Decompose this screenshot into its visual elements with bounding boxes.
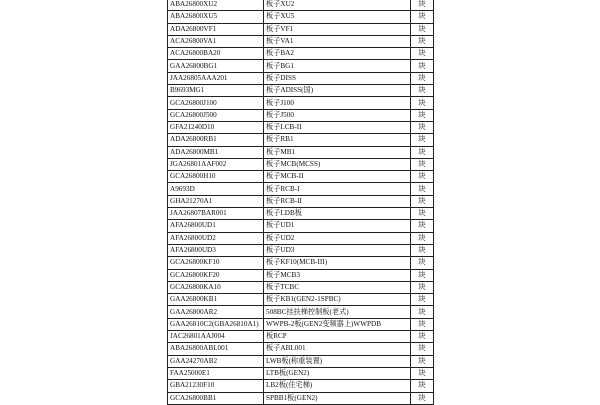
unit-cell: 块: [411, 146, 434, 158]
part-name-cell: 板子RB1: [264, 134, 411, 146]
unit-cell: 块: [411, 109, 434, 121]
part-code-cell: GCA26800J100: [168, 97, 264, 109]
part-code-cell: ABA26800XU2: [168, 0, 264, 11]
part-code-cell: ADA26800RB1: [168, 134, 264, 146]
unit-cell: 块: [411, 244, 434, 256]
unit-cell: 块: [411, 318, 434, 330]
part-code-cell: GBA21230F10: [168, 380, 264, 392]
unit-cell: 块: [411, 331, 434, 343]
unit-cell: 块: [411, 121, 434, 133]
unit-cell: 块: [411, 281, 434, 293]
part-name-cell: 板子BG1: [264, 60, 411, 72]
part-name-cell: WWPB-2板(GEN2变频器上)WWPDB: [264, 318, 411, 330]
part-name-cell: 板子VA1: [264, 35, 411, 47]
part-code-cell: GAA26810C2(GBA26810A1): [168, 318, 264, 330]
table-row: [168, 121, 434, 133]
part-name-cell: 板子XU5: [264, 11, 411, 23]
unit-cell: 块: [411, 60, 434, 72]
table-row: [168, 134, 434, 146]
unit-cell: 块: [411, 97, 434, 109]
part-name-cell: 板子J100: [264, 97, 411, 109]
parts-table-body: [168, 0, 434, 404]
part-name-cell: LTB板(GEN2): [264, 367, 411, 379]
unit-cell: 块: [411, 220, 434, 232]
unit-cell: 块: [411, 367, 434, 379]
part-code-cell: ACA26800VA1: [168, 35, 264, 47]
part-name-cell: 板子BA2: [264, 48, 411, 60]
table-row: [168, 97, 434, 109]
part-code-cell: GAA26800BG1: [168, 60, 264, 72]
part-code-cell: GCA26800BB1: [168, 392, 264, 404]
table-row: [168, 208, 434, 220]
unit-cell: 块: [411, 134, 434, 146]
unit-cell: 块: [411, 72, 434, 84]
table-row: [168, 60, 434, 72]
table-row: [168, 392, 434, 404]
part-name-cell: 板子XU2: [264, 0, 411, 11]
table-row: [168, 294, 434, 306]
part-code-cell: GCA26800KF10: [168, 257, 264, 269]
part-name-cell: 板子KB1(GEN2-1SPBC): [264, 294, 411, 306]
unit-cell: 块: [411, 294, 434, 306]
part-name-cell: 板子RCB-II: [264, 195, 411, 207]
part-name-cell: 板子MB1: [264, 146, 411, 158]
part-name-cell: 板子LDB板: [264, 208, 411, 220]
part-code-cell: FAA25000E1: [168, 367, 264, 379]
part-name-cell: 板子DISS: [264, 72, 411, 84]
table-row: [168, 232, 434, 244]
part-code-cell: ACA26800BA20: [168, 48, 264, 60]
unit-cell: 块: [411, 183, 434, 195]
part-code-cell: B9693MG1: [168, 85, 264, 97]
table-row: [168, 72, 434, 84]
table-row: [168, 85, 434, 97]
unit-cell: 块: [411, 48, 434, 60]
part-name-cell: 板子UD3: [264, 244, 411, 256]
table-row: [168, 11, 434, 23]
table-row: [168, 244, 434, 256]
part-name-cell: 板子MCB(MCSS): [264, 158, 411, 170]
table-row: [168, 343, 434, 355]
table-row: [168, 281, 434, 293]
part-code-cell: ABA26800ABL001: [168, 343, 264, 355]
table-row: [168, 171, 434, 183]
part-name-cell: 板子J500: [264, 109, 411, 121]
part-code-cell: ADA26800MB1: [168, 146, 264, 158]
part-code-cell: GAA26800KB1: [168, 294, 264, 306]
table-row: [168, 331, 434, 343]
part-code-cell: GCA26800KA10: [168, 281, 264, 293]
unit-cell: 块: [411, 195, 434, 207]
part-code-cell: GHA21270A1: [168, 195, 264, 207]
table-row: [168, 269, 434, 281]
part-code-cell: GAA26800AR2: [168, 306, 264, 318]
part-code-cell: GCA26800J500: [168, 109, 264, 121]
unit-cell: 块: [411, 11, 434, 23]
part-name-cell: 板子MCB-II: [264, 171, 411, 183]
table-row: [168, 257, 434, 269]
unit-cell: 块: [411, 343, 434, 355]
unit-cell: 块: [411, 257, 434, 269]
unit-cell: 块: [411, 35, 434, 47]
part-name-cell: LB2板(住宅梯): [264, 380, 411, 392]
table-row: [168, 306, 434, 318]
part-name-cell: 板RCP: [264, 331, 411, 343]
table-row: [168, 355, 434, 367]
table-row: [168, 35, 434, 47]
part-name-cell: 板子MCB3: [264, 269, 411, 281]
unit-cell: 块: [411, 232, 434, 244]
part-name-cell: 板子TCBC: [264, 281, 411, 293]
part-code-cell: JAC26801AAJ004: [168, 331, 264, 343]
part-name-cell: 板子VF1: [264, 23, 411, 35]
part-name-cell: 508BC挂扶梯控制板(老式): [264, 306, 411, 318]
part-code-cell: JAA26807BAR001: [168, 208, 264, 220]
table-row: [168, 380, 434, 392]
part-name-cell: 板子KF10(MCB-III): [264, 257, 411, 269]
part-code-cell: AFA26800UD2: [168, 232, 264, 244]
table-row: [168, 146, 434, 158]
table-row: [168, 195, 434, 207]
parts-table-container: [167, 0, 433, 405]
unit-cell: 块: [411, 306, 434, 318]
table-row: [168, 158, 434, 170]
table-row: [168, 48, 434, 60]
table-row: [168, 23, 434, 35]
part-code-cell: GCA26800KF20: [168, 269, 264, 281]
table-row: [168, 220, 434, 232]
part-name-cell: 板子RCB-I: [264, 183, 411, 195]
unit-cell: 块: [411, 23, 434, 35]
unit-cell: 块: [411, 85, 434, 97]
table-row: [168, 367, 434, 379]
part-name-cell: 板子ABL001: [264, 343, 411, 355]
unit-cell: 块: [411, 158, 434, 170]
part-code-cell: GFA21240D10: [168, 121, 264, 133]
part-code-cell: ADA26800VF1: [168, 23, 264, 35]
part-name-cell: LWB板(称重装置): [264, 355, 411, 367]
part-code-cell: JGA26801AAF002: [168, 158, 264, 170]
part-name-cell: 板子UD1: [264, 220, 411, 232]
part-name-cell: 板子ADISS(国): [264, 85, 411, 97]
part-name-cell: 板子UD2: [264, 232, 411, 244]
part-code-cell: ABA26800XU5: [168, 11, 264, 23]
unit-cell: 块: [411, 171, 434, 183]
part-code-cell: JAA26805AAA201: [168, 72, 264, 84]
unit-cell: 块: [411, 0, 434, 11]
part-code-cell: AFA26800UD1: [168, 220, 264, 232]
parts-table: [167, 0, 434, 405]
part-name-cell: 板子LCB-II: [264, 121, 411, 133]
unit-cell: 块: [411, 208, 434, 220]
part-name-cell: SPBB1板(GEN2): [264, 392, 411, 404]
table-row: [168, 318, 434, 330]
unit-cell: 块: [411, 380, 434, 392]
table-row: [168, 109, 434, 121]
part-code-cell: GAA24270AB2: [168, 355, 264, 367]
unit-cell: 块: [411, 392, 434, 404]
part-code-cell: GCA26800H10: [168, 171, 264, 183]
part-code-cell: A9693D: [168, 183, 264, 195]
part-code-cell: AFA26800UD3: [168, 244, 264, 256]
unit-cell: 块: [411, 269, 434, 281]
table-row: [168, 0, 434, 11]
table-row: [168, 183, 434, 195]
unit-cell: 块: [411, 355, 434, 367]
